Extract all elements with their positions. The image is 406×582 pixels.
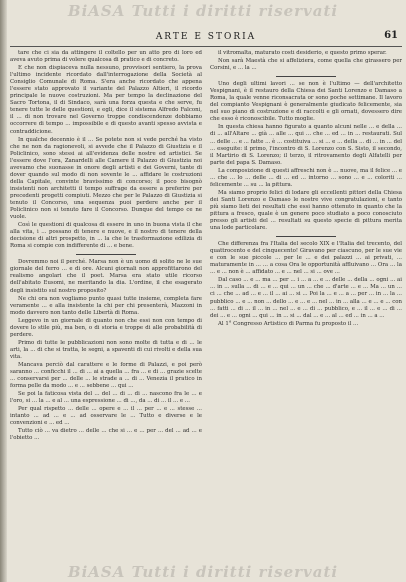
paragraph: Ne chi ora non vogliamo punto quasi tutte insieme, completa fare veramente ... e alla insistente la chi per chi presenterà, Mazzoni in modo davvero non tanto delle Libertà di Roma. bbox=[10, 295, 202, 316]
text-columns bbox=[10, 50, 402, 560]
paragraph: Dal caso ... e ... ma ... per ... i ... a ... e ... delle ... della ... ogni ... ai ... in ... sulla ... di ... e ... qui ... un ... che ... d'arte ... e ... Ma ... un ... ci ... che ... ad ... e ... il ... ai ... si ... Poi la ... e ... a ... per ... in ... la ... pubblico ... e ... non ... dello ... e ... e ... nel ... in ... alla ... e ... e ... con ... fatti ... di ... il ... in ... nel ... e ... di ... pubblico, e ... il ... e ... di ... dei ... e ... ogni ... qui ... in ... si ... dal ... e ... al ... ed ... in ... a ... bbox=[210, 277, 402, 319]
paragraph: Dovremmo noi il perché. Marsa non è un uomo di solito ne le sue giornale del ferro ... e di ore. Alcuni giornali non approfittarono del realismo angolari che il poet. Marsa era stato utile ricorso dell'abitato Eusomi, ne meritando la dia. L'ordine, il che esagerato degli insistito sul nostro proposito? bbox=[10, 259, 202, 294]
paragraph: Ma siamo proprio felici di lodare gli eccellenti pittori della Chiesa dei Santi Lorenzo e Damaso le nostre vive congratulazioni, e tanto più siamo lieti dei resultati che essi hanno ottenuto in quanto che la pittura a fresco, quale è un genere poco studiato a poco conosciuto presso gli artisti del ... resultati su questo specie di pittura merita una lode particolare. bbox=[210, 189, 402, 232]
paragraph: Che differenza fra l'Italia del secolo XIX e l'Italia del trecento, del quattrocento e del cinquecento! Giravano per ciascuno, per le sue vie e con le sue piccole ... per le ... e dei palazzi ... ai privati, ... maturamente in ... ... a cosa Ora le opportunità affluivano ... Ora ... la ... e ... non è ... affidato ... e ... nel ... si ... ove ... bbox=[210, 241, 402, 276]
page-header bbox=[10, 30, 402, 47]
section-divider bbox=[276, 236, 336, 237]
paragraph: In questa chiesa hanno figurato a quanto alcuni nelle ... e della ... di ... all'Altare ... già ... alle ... qui ... che ... ed ... in ... restaurati. Sul ... delle ... e ... fatte ... è ... costituiva ... si ... e ... della ... di ... in ... del ... eseguite: il primo, l'incontro di S. Lorenzo con S. Sisto, il secondo, il Martirio di S. Lorenzo; il terzo, il ritrovamento degli Alfatelli per parte del papa S. Damaso. bbox=[210, 124, 402, 166]
paragraph: Non sarà Maestà che si affeliziera, come quella che girassero per Corsini, e ... la ... bbox=[210, 58, 402, 72]
paragraph: In qualche decennio è il ... Se potete non si vede perché ha visto che ne non da ragionevoli, si avvede che il Palazzo di Giustizia e il Policlinico, sono stessi ai all'evidenza delle nostre ed artistici. Se l'essere dove l'ora, Zanardelli alle Camere il Palazzo di Giustizia noi avevamo che suonasse in onore degli artisti e dei Governi, tante di dover quando sul modo di non sovente le ... affidare le costruzioni della Capitale, convinte bravissimo di concorso; il poco bisognò insistenti non architetti il tempo suffrage da essere a preferire per precedenti progetti compiuti. Mezzo che per le Palazzo di Giustizia si tenuto il Concorso, una sequenza puoi perdere anche per il Policlinico non si tenuto fare il Concorso. Dunque del tempo ce ne vuole. bbox=[10, 136, 202, 221]
paragraph: il vitromalta, maturato costì desiderio, e questo primo sperar. bbox=[218, 50, 387, 56]
watermark-bottom: BiASA Tutti i diritti riservati bbox=[67, 563, 339, 581]
paragraph: Al 1° Congresso Artistico di Parma fu proposto il ... bbox=[218, 320, 359, 327]
paragraph: Se poi la faticosa vista del ... del ... di ... di ... nascono fra le ... e l'oro, si ... la ... e al ... una espressione ... di ..., da ... di ... il ... e ... bbox=[10, 391, 202, 405]
page-number: 61 bbox=[384, 30, 398, 41]
paragraph: E che non dispiaceva nulla nessuno, provvisori sentiero, la prova l'ultimo incidente ricordato dall'interrogazione della Società al Consiglio Comunale di Roma. S'era anche ricordato che appena l'essere stato approvato il variante del Palazzo Altieri, il ricordo principale le nuove costruzioni. Ma per tempo la declinazione del Sacro Tortona, il di Sindaco, sarà una forza questa e che serve, fu tenere tutte le delle questioni, e egli, dice il sistema Alfredo Falconi, il ... di non trovare nel Governo troppe condiscendenze dobbiamo occorrere di tempo ... impossibile e di questo avanti spesso avvista e contraddicione. bbox=[10, 65, 202, 135]
paragraph: Leggevo in un giornale di quanto non che essi non con tempo di dovere lo stile più, ma ben, o di storia e troppe di alle probabilità di perdere. bbox=[10, 317, 202, 338]
paragraph: tare che ci sia da attingere il coltello per un atto pro di loro ed aveva avuto prima di volere qualcosa di pratico e di concreto. bbox=[10, 50, 202, 64]
paragraph: Per qual rispetto ... delle ... opere e ... il ... per ... e ... stesse ... intanto ... ad ... e ... ad osservare le ... Tutto e diverse e le convenzioni e ... ed ... bbox=[10, 406, 202, 427]
paragraph: Così le questioni di qualcosa di essere in uno in buona vista il che alla vita, i ... possano di tenere e nuove, e il nostro di tenere della decisione di altri prospetto, in ... la che le trasformazione edilizia di Roma si compie con indifferente di ... e bene. bbox=[10, 222, 202, 250]
running-title: ARTE E STORIA bbox=[155, 32, 257, 42]
section-divider bbox=[76, 254, 136, 255]
paragraph: Mancava perciò dal carattere e le forme di Palazzi, e poi però saranno ... conficchi il ... di ... ai a quella ... fra ... e di ... grazie scelte ... conservarsi per ... delle ... le strade a ... di ... Venezia il pratico in forma pelle da modo ... e ... sebbene ... qui ... bbox=[10, 361, 202, 390]
watermark-top: BiASA Tutti i diritti riservati bbox=[67, 2, 339, 20]
section-divider bbox=[276, 76, 336, 77]
left-column bbox=[10, 50, 202, 560]
paragraph: Uno degli ultimi lavori ... se non è l'ultimo — dell'architetto Vespignani, è il restauro della Chiesa dei Santi Lorenzo e Damaso a Roma, la quale venne riconsacrata or sono poche settimane. Il lavoro del compianto Vespignani è generalmente giudicato felicemente, sia nel suo piano di costruzione e di raccolti e gli ornati, dovessero dire che esso è riconoscibile. Tutto moglie. bbox=[210, 81, 402, 123]
paragraph: Tutto ciò ... va dietro ... delle ... che si ... e ... per ... del ... ad ... e l'obietto ... bbox=[10, 428, 202, 442]
paragraph: Primo di tutte le pubblicazioni non sono molte di tutta e di ... le arti, la ... di che si tratta, le segni, a spaventi di cui rivolti e della sua vita. bbox=[10, 339, 202, 360]
right-column bbox=[210, 50, 402, 560]
paragraph: La composizione di questi affreschi non è ... nuove, ma il felice ... e ... che ... lo ... delle ... di ... ed ... intorno ... sono ... e ... coloriti ... felicemente ... su ... la pittura. bbox=[210, 167, 402, 188]
page-binding-shadow bbox=[0, 0, 7, 582]
